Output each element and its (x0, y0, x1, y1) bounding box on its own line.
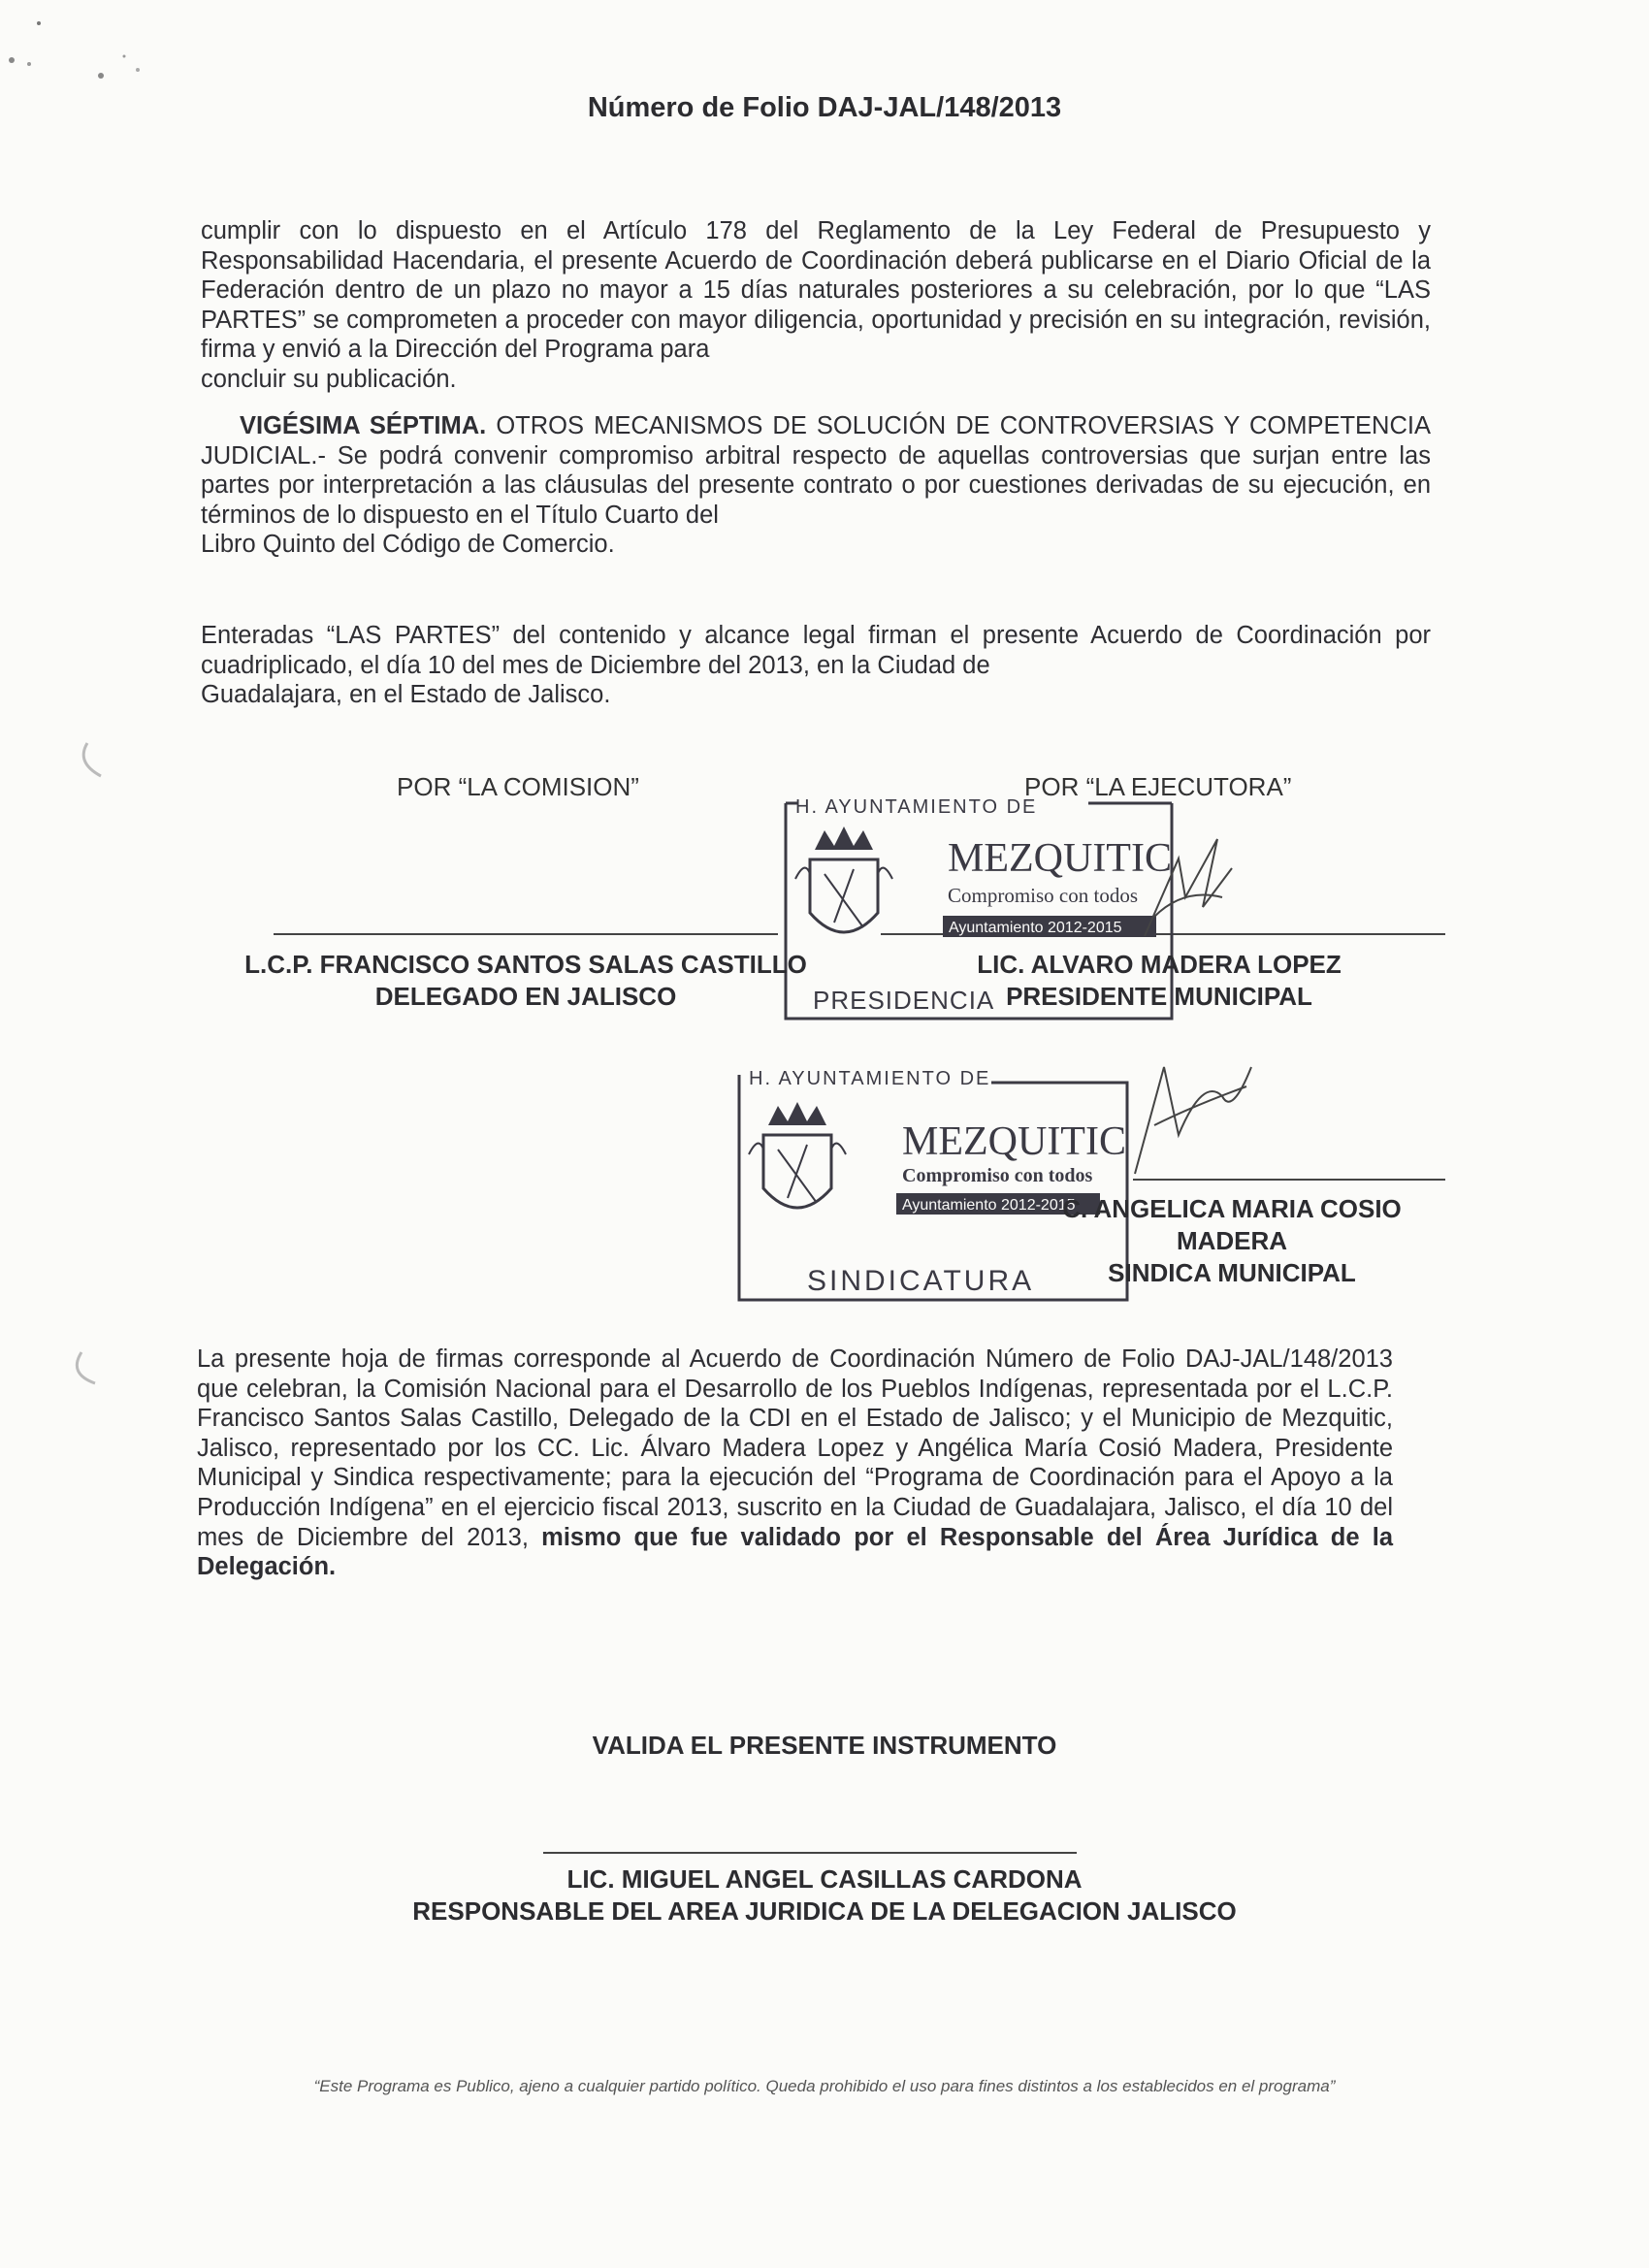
president-signature-scribble (1125, 829, 1242, 946)
footer-disclaimer: “Este Programa es Publico, ajeno a cualquier partido político. Queda prohibido el uso para fines distintos a los establecidos en el programa” (313, 2077, 1336, 2095)
paragraph-signing-text: Enteradas “LAS PARTES” del contenido y alcance legal firman el presente Acuerdo de Coordinación por cuadriplicado, el día 10 del mes de Diciembre del 2013, en la Ciudad de (201, 622, 1431, 679)
validation-heading: VALIDA EL PRESENTE INSTRUMENTO (592, 1731, 1057, 1760)
scan-speck-marks (0, 0, 194, 97)
punch-hole-mark-top (68, 737, 116, 786)
closing-paragraph (197, 1345, 1393, 1582)
paragraph-publication (201, 216, 1431, 395)
clause-twenty-seventh (201, 411, 1431, 560)
ejecutora-signatory-title: PRESIDENTE MUNICIPAL (1006, 982, 1312, 1011)
paragraph-signing-last-line: Guadalajara, en el Estado de Jalisco. (201, 681, 611, 709)
clause-heading: VIGÉSIMA SÉPTIMA. (240, 412, 487, 439)
folio-number-header: Número de Folio DAJ-JAL/148/2013 (587, 92, 1062, 123)
clause-last-line: Libro Quinto del Código de Comercio. (201, 531, 615, 559)
paragraph-publication-last-line: concluir su publicación. (201, 365, 457, 393)
validation-signatory-name: LIC. MIGUEL ANGEL CASILLAS CARDONA (566, 1864, 1083, 1894)
sindica-signatory (1009, 1193, 1455, 1289)
signature-heading-ejecutora: POR “LA EJECUTORA” (1024, 772, 1292, 801)
closing-paragraph-text: La presente hoja de firmas corresponde al Acuerdo de Coordinación Número de Folio DAJ-JAL/148/2013 que celebran, la Comisión Nacional para el Desarrollo de los Pueblos Indígenas, representada por el L.C.P. Francisco Santos Salas Castillo, Delegado de la CDI en el Estado de Jalisco; y el Municipio de Mezquitic, Jalisco, representado por los CC. Lic. Álvaro Madera Lopez y Angélica María Cosió Madera, Presidente Municipal y Sindica respectivamente; para la ejecución del “Programa de Coordinación para el Apoyo a la Producción Indígena” en el ejercicio fiscal 2013, suscrito en la Ciudad de Guadalajara, Jalisco, el día 10 del mes de Diciembre del 2013, (197, 1345, 1393, 1551)
clause-text: OTROS MECANISMOS DE SOLUCIÓN DE CONTROVERSIAS Y COMPETENCIA JUDICIAL.- Se podrá convenir compromiso arbitral respecto de aquellas controversias que surjan entre las partes por interpretación a las cláusulas del presente contrato o por cuestiones derivadas de su ejecución, en términos de lo dispuesto en el Título Cuarto del (201, 412, 1431, 529)
stamp-motto: Compromiso con todos (948, 884, 1139, 907)
closing-paragraph-bold-tail: mismo que fue validado por el Responsable del Área Jurídica de la Delegación. (197, 1523, 1394, 1581)
ejecutora-signatory (931, 949, 1387, 1013)
comision-signatory-title: DELEGADO EN JALISCO (374, 982, 677, 1011)
validation-signatory-title: RESPONSABLE DEL AREA JURIDICA DE LA DELEGACION JALISCO (412, 1896, 1237, 1926)
stamp-office: SINDICATURA (807, 1265, 1035, 1297)
paragraph-signing (201, 621, 1431, 710)
ejecutora-signatory-name: LIC. ALVARO MADERA LOPEZ (977, 950, 1342, 979)
validation-signatory (0, 1863, 1649, 1928)
paragraph-publication-text: cumplir con lo dispuesto en el Artículo 178 del Reglamento de la Ley Federal de Presupuesto y Responsabilidad Hacendaria, el presente Acuerdo de Coordinación deberá publicarse en el Diario Oficial de la Federación dentro de un plazo no mayor a 15 días naturales posteriores a su celebración, por lo que “LAS PARTES” se comprometen a proceder con mayor diligencia, oportunidad y precisión en su integración, revisión, firma y envió a la Dirección del Programa para (201, 217, 1431, 364)
punch-hole-mark-bottom (62, 1348, 111, 1397)
stamp-arc-text: H. AYUNTAMIENTO DE (795, 796, 1038, 818)
stamp-office: PRESIDENCIA (813, 986, 995, 1015)
mezquitic-coat-of-arms (795, 826, 892, 932)
stamp-arc-text: H. AYUNTAMIENTO DE (749, 1068, 991, 1089)
comision-signatory-name: L.C.P. FRANCISCO SANTOS SALAS CASTILLO (244, 950, 807, 979)
stamp-town-name: MEZQUITIC (948, 836, 1172, 881)
sindica-signatory-name: C. ANGELICA MARIA COSIO MADERA (1062, 1194, 1402, 1255)
mezquitic-coat-of-arms (749, 1102, 846, 1208)
signature-line-left (274, 933, 778, 935)
stamp-motto: Compromiso con todos (902, 1165, 1093, 1186)
sindica-signature-scribble (1125, 1048, 1261, 1183)
stamp-period: Ayuntamiento 2012-2015 (902, 1197, 1076, 1214)
comision-signatory (215, 949, 836, 1013)
sindica-signatory-title: SINDICA MUNICIPAL (1108, 1258, 1356, 1287)
signature-heading-comision: POR “LA COMISION” (397, 772, 639, 801)
stamp-period: Ayuntamiento 2012-2015 (949, 920, 1122, 936)
stamp-town-name: MEZQUITIC (902, 1119, 1126, 1164)
signature-line-validation (543, 1852, 1077, 1854)
